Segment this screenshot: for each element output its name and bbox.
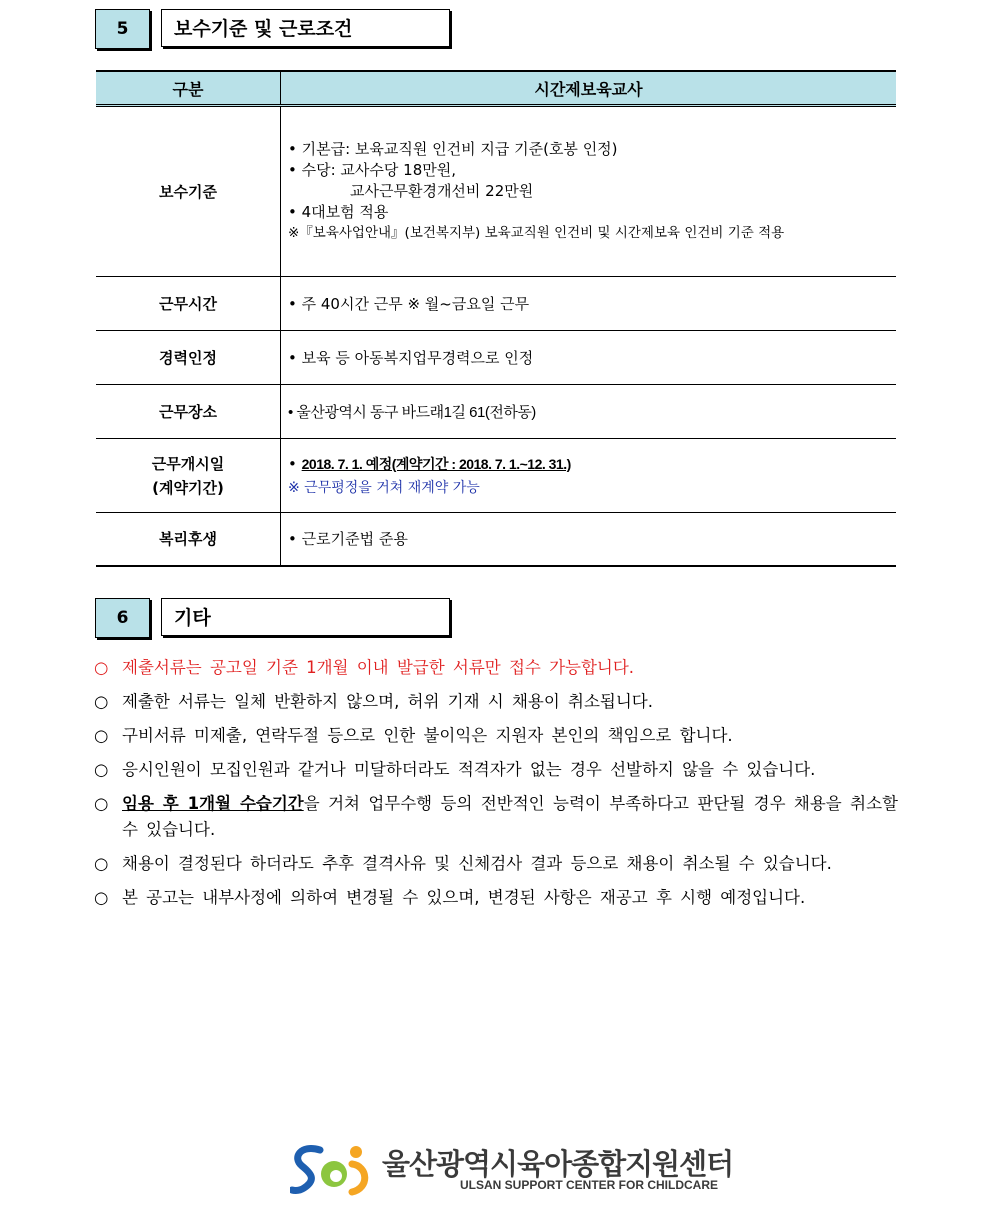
start-note: ※ 근무평정을 거쳐 재계약 가능 (288, 479, 480, 496)
row-content-career: • 보육 등 아동복지업무경력으로 인정 (281, 331, 897, 385)
item-text: 구비서류 미제출, 연락두절 등으로 인한 불이익은 지원자 본인의 책임으로 합니다. (122, 726, 733, 745)
row-content-hours: • 주 40시간 근무 ※ 월~금요일 근무 (281, 277, 897, 331)
logo-name-korean: 울산광역시육아종합지원센터 (382, 1147, 734, 1181)
item-text-rest: 을 거쳐 업무수행 등의 전반적인 능력이 부족하다고 판단될 경우 채용을 취소할 수 있습니다. (122, 794, 898, 839)
item-text: 응시인원이 모집인원과 같거나 미달하더라도 적격자가 없는 경우 선발하지 않을 수 있습니다. (122, 760, 816, 779)
table-row (96, 513, 896, 566)
list-item (94, 655, 898, 681)
circle-bullet: ○ (94, 854, 109, 873)
row-content-welfare: • 근로기준법 준용 (281, 513, 897, 566)
probation-emphasis: 임용 후 1개월 수습기간 (122, 794, 304, 813)
row-content-start (281, 439, 897, 513)
pay-note: ※『보육사업안내』(보건복지부) 보육교직원 인건비 및 시간제보육 인건비 기준 적용 (288, 225, 785, 241)
section-title: 보수기준 및 근로조건 (161, 9, 450, 47)
row-label-career: 경력인정 (96, 331, 281, 385)
pay-line: • 기본급: 보육교직원 인건비 지급 기준(호봉 인정) (288, 140, 618, 158)
table-row (96, 277, 896, 331)
list-item (94, 757, 898, 783)
row-content-place: • 울산광역시 동구 바드래1길 61(전하동) (281, 385, 897, 439)
pay-line: • 4대보험 적용 (288, 203, 389, 221)
start-label-line: 근무개시일 (151, 454, 225, 473)
working-conditions-table (96, 70, 896, 567)
list-item (94, 791, 898, 843)
row-label-start (96, 439, 281, 513)
center-logo (290, 1140, 734, 1200)
logo-mark-icon (290, 1140, 376, 1196)
list-item (94, 689, 898, 715)
notice-list (94, 655, 898, 919)
circle-bullet: ○ (94, 692, 109, 711)
table-header-row (96, 71, 896, 106)
item-text: 본 공고는 내부사정에 의하여 변경될 수 있으며, 변경된 사항은 재공고 후 시행 예정입니다. (122, 888, 806, 907)
table-row (96, 385, 896, 439)
start-date-text: 2018. 7. 1. 예정(계약기간 : 2018. 7. 1.~12. 31.) (301, 455, 571, 472)
section-title: 기타 (161, 598, 450, 636)
list-item (94, 723, 898, 749)
circle-bullet: ○ (94, 658, 109, 677)
table-row (96, 331, 896, 385)
row-label-hours: 근무시간 (96, 277, 281, 331)
start-label-line: (계약기간) (152, 478, 224, 497)
circle-bullet: ○ (94, 760, 109, 779)
circle-bullet: ○ (94, 726, 109, 745)
row-content-pay (281, 106, 897, 277)
item-text: 제출서류는 공고일 기준 1개월 이내 발급한 서류만 접수 가능합니다. (122, 658, 635, 677)
table-row (96, 439, 896, 513)
section-number: 5 (95, 9, 150, 49)
pay-line: • 수당: 교사수당 18만원, (288, 161, 456, 179)
section-number: 6 (95, 598, 150, 638)
header-category: 구분 (96, 71, 281, 106)
row-label-pay: 보수기준 (96, 106, 281, 277)
header-position: 시간제보육교사 (281, 71, 897, 106)
list-item (94, 885, 898, 911)
item-text: 채용이 결정된다 하더라도 추후 결격사유 및 신체검사 결과 등으로 채용이 취소될 수 있습니다. (122, 854, 832, 873)
circle-bullet: ○ (94, 888, 109, 907)
pay-line: 교사근무환경개선비 22만원 (350, 182, 534, 200)
list-item (94, 851, 898, 877)
row-label-place: 근무장소 (96, 385, 281, 439)
table-row (96, 106, 896, 277)
bullet: • (288, 454, 297, 473)
item-text: 제출한 서류는 일체 반환하지 않으며, 허위 기재 시 채용이 취소됩니다. (122, 692, 653, 711)
row-label-welfare: 복리후생 (96, 513, 281, 566)
item-text (122, 791, 898, 843)
circle-bullet: ○ (94, 794, 109, 813)
logo-name-english: ULSAN SUPPORT CENTER FOR CHILDCARE (460, 1178, 719, 1192)
